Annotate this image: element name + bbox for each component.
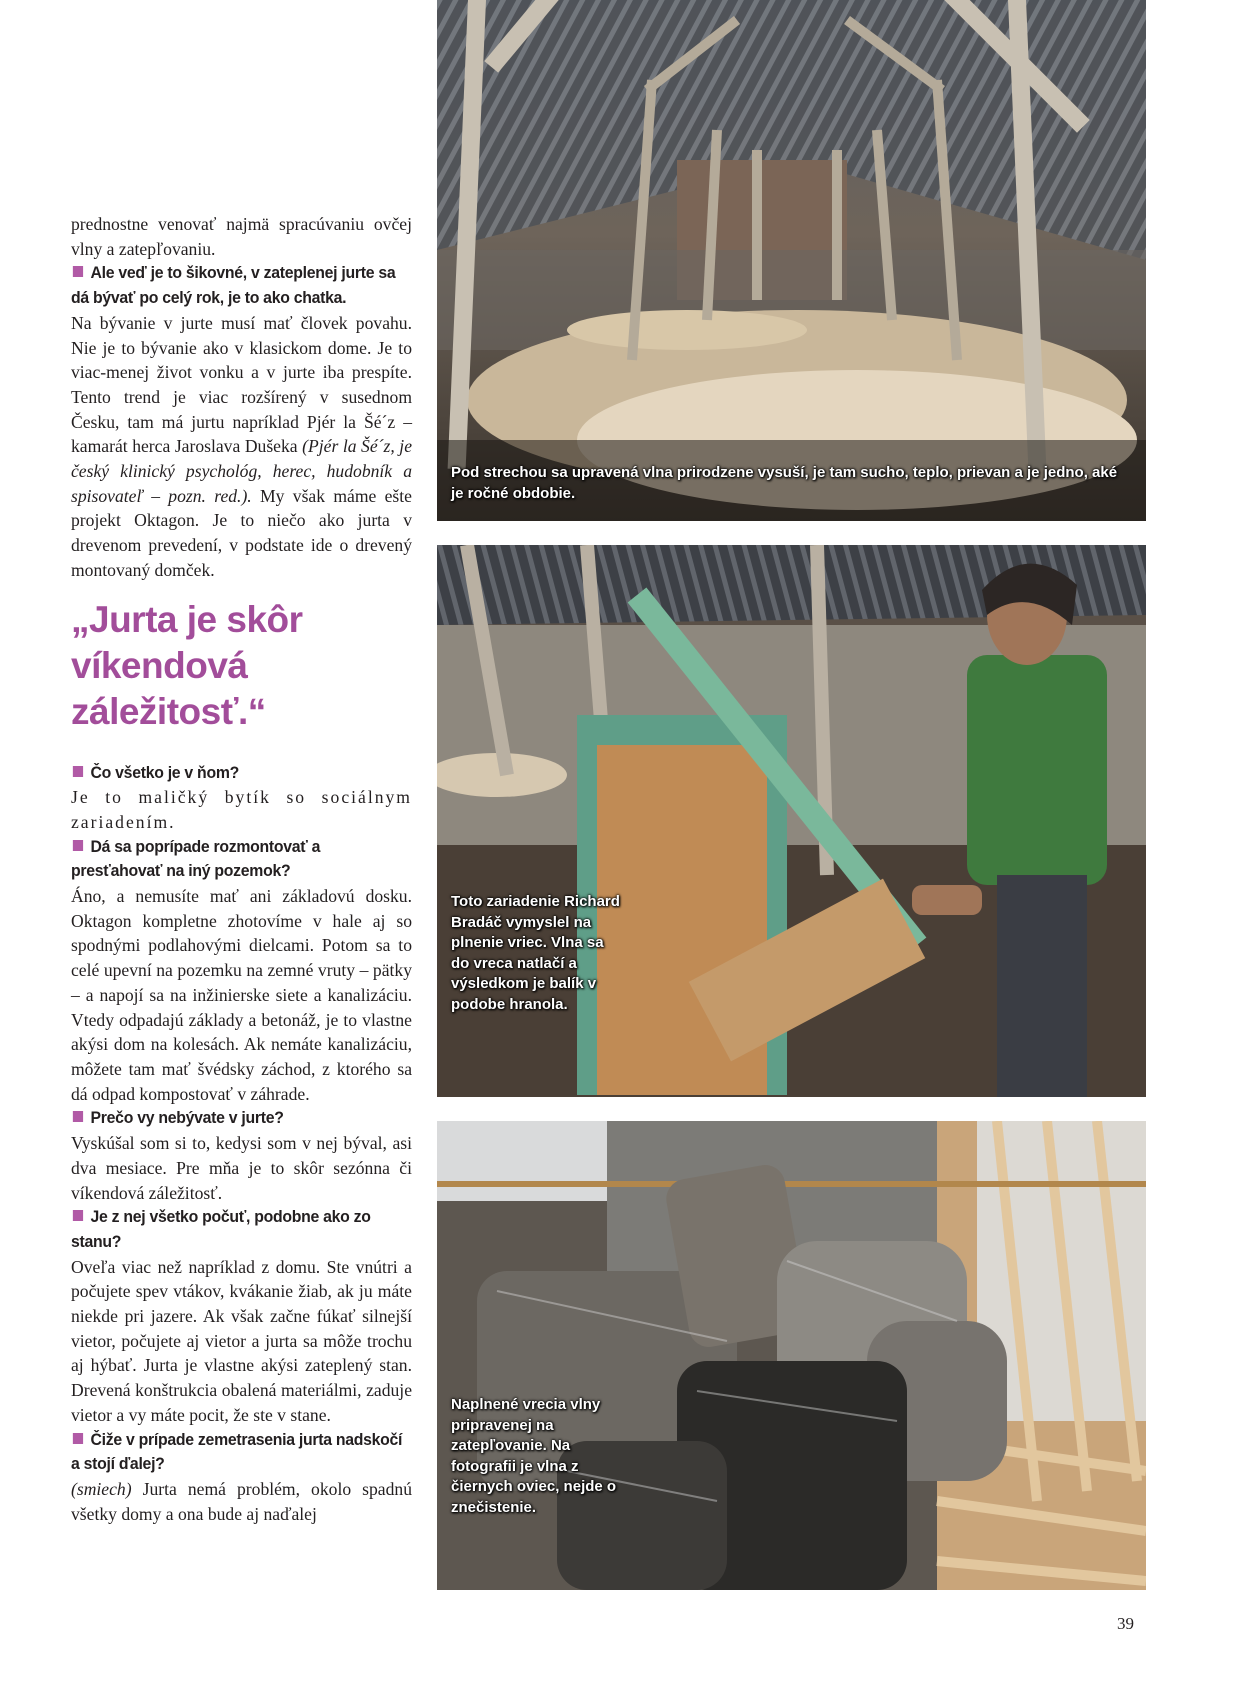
answer: (smiech) Jurta nemá problém, okolo spadnú všetky domy a ona bude aj naďalej xyxy=(71,1478,413,1524)
answer: Je to maličký bytík so sociálnym zariadením. xyxy=(71,787,412,832)
photo-wool-bags xyxy=(437,1121,1146,1590)
question: Dá sa poprípade rozmontovať a presťahovať na iný pozemok? xyxy=(71,836,321,881)
pull-quote: „Jurta je skôr víkendová záležitosť.“ xyxy=(71,598,303,732)
answer: Áno, a nemusíte mať ani základovú dosku. Oktagon kompletne zhotovíme v hale aj so spodnými podlahovými dielcami. Potom sa to celé upevní na pozemku na zemné vruty – pätky – a napojí sa na inžinierske siete a kanalizáciu. Vtedy odpadajú základy a betonáž, je to vlastne akýsi dom na kolesách. Ak nemáte kanalizáciu, môžete tam mať švédsky záchod, z ktorého sa dá odpad kompostovať v záhrade. xyxy=(71,886,412,1104)
question: Je z nej všetko počuť, podobne ako zo stanu? xyxy=(71,1207,371,1251)
attic-wool-image xyxy=(437,0,1146,521)
answer: Oveľa viac než napríklad z domu. Ste vnútri a počujete spev vtákov, kvákanie žiab, ak ju máte niekde pri jazere. Ak však začne fúkať silnejší vietor, počujete aj vietor a jurta sa môže trochu aj hýbať. Jurta je vlastne akýsi zateplený stan. Drevená konštrukcia obalená materiálmi, zaduje vietor a vy máte pocit, že ste v stane. xyxy=(71,1256,412,1425)
photo-attic-wool xyxy=(437,0,1146,521)
question: Čiže v prípade zemetrasenia jurta nadskočí a stojí ďalej? xyxy=(71,1429,403,1474)
intro-paragraph: prednostne venovať najmä spracúvaniu ovčej vlny a zatepľovaniu. xyxy=(71,214,412,259)
photo-caption: Pod strechou sa upravená vlna prirodzene vysuší, je tam sucho, teplo, prievan a je jedno, aké je ročné obdobie. xyxy=(451,464,1118,502)
bullet-square-icon xyxy=(73,1111,83,1122)
answer: Na bývanie v jurte musí mať človek povahu. Nie je to bývanie ako v klasickom dome. Je to viac-menej život vonku a v jurte iba prespíte. Tento trend je viac rozšírený v susednom Česku, tam má jurtu napríklad Pjér la Šé´z – kamarát herca Jaroslava Dušeka (Pjér la Šé´z, je český klinický psychológ, herec, hudobník a spisovateľ – pozn. red.). My však máme ešte projekt Oktagon. Je to niečo ako jurta v drevenom prevedení, v podstate ide o drevený montovaný domček. xyxy=(71,312,412,580)
photo-caption: Naplnené vrecia vlny pripravenej na zatepľovanie. Na fotografii je vlna z čiernych oviec, nejde o znečistenie. xyxy=(451,1396,617,1516)
article-column xyxy=(71,212,412,1526)
question: Čo všetko je v ňom? xyxy=(71,761,410,786)
photo-wool-press xyxy=(437,545,1146,1097)
question: Ale veď je to šikovné, v zateplenej jurte sa dá bývať po celý rok, je to ako chatka. xyxy=(71,263,396,308)
bullet-square-icon xyxy=(73,1210,83,1221)
bullet-square-icon xyxy=(73,840,83,851)
bullet-square-icon xyxy=(73,766,83,777)
page-number: 39 xyxy=(1117,1614,1134,1633)
answer: Vyskúšal som si to, kedysi som v nej býval, asi dva mesiace. Pre mňa je to skôr sezónna či víkendová záležitosť. xyxy=(71,1133,412,1203)
question: Prečo vy nebývate v jurte? xyxy=(71,1106,410,1131)
wool-bags-image xyxy=(437,1121,1146,1590)
bullet-square-icon xyxy=(73,1433,83,1444)
photo-caption: Toto zariadenie Richard Bradáč vymyslel na plnenie vriec. Vlna sa do vreca natlačí a výsledkom je balík v podobe hranola. xyxy=(451,893,620,1013)
bullet-square-icon xyxy=(73,266,83,277)
